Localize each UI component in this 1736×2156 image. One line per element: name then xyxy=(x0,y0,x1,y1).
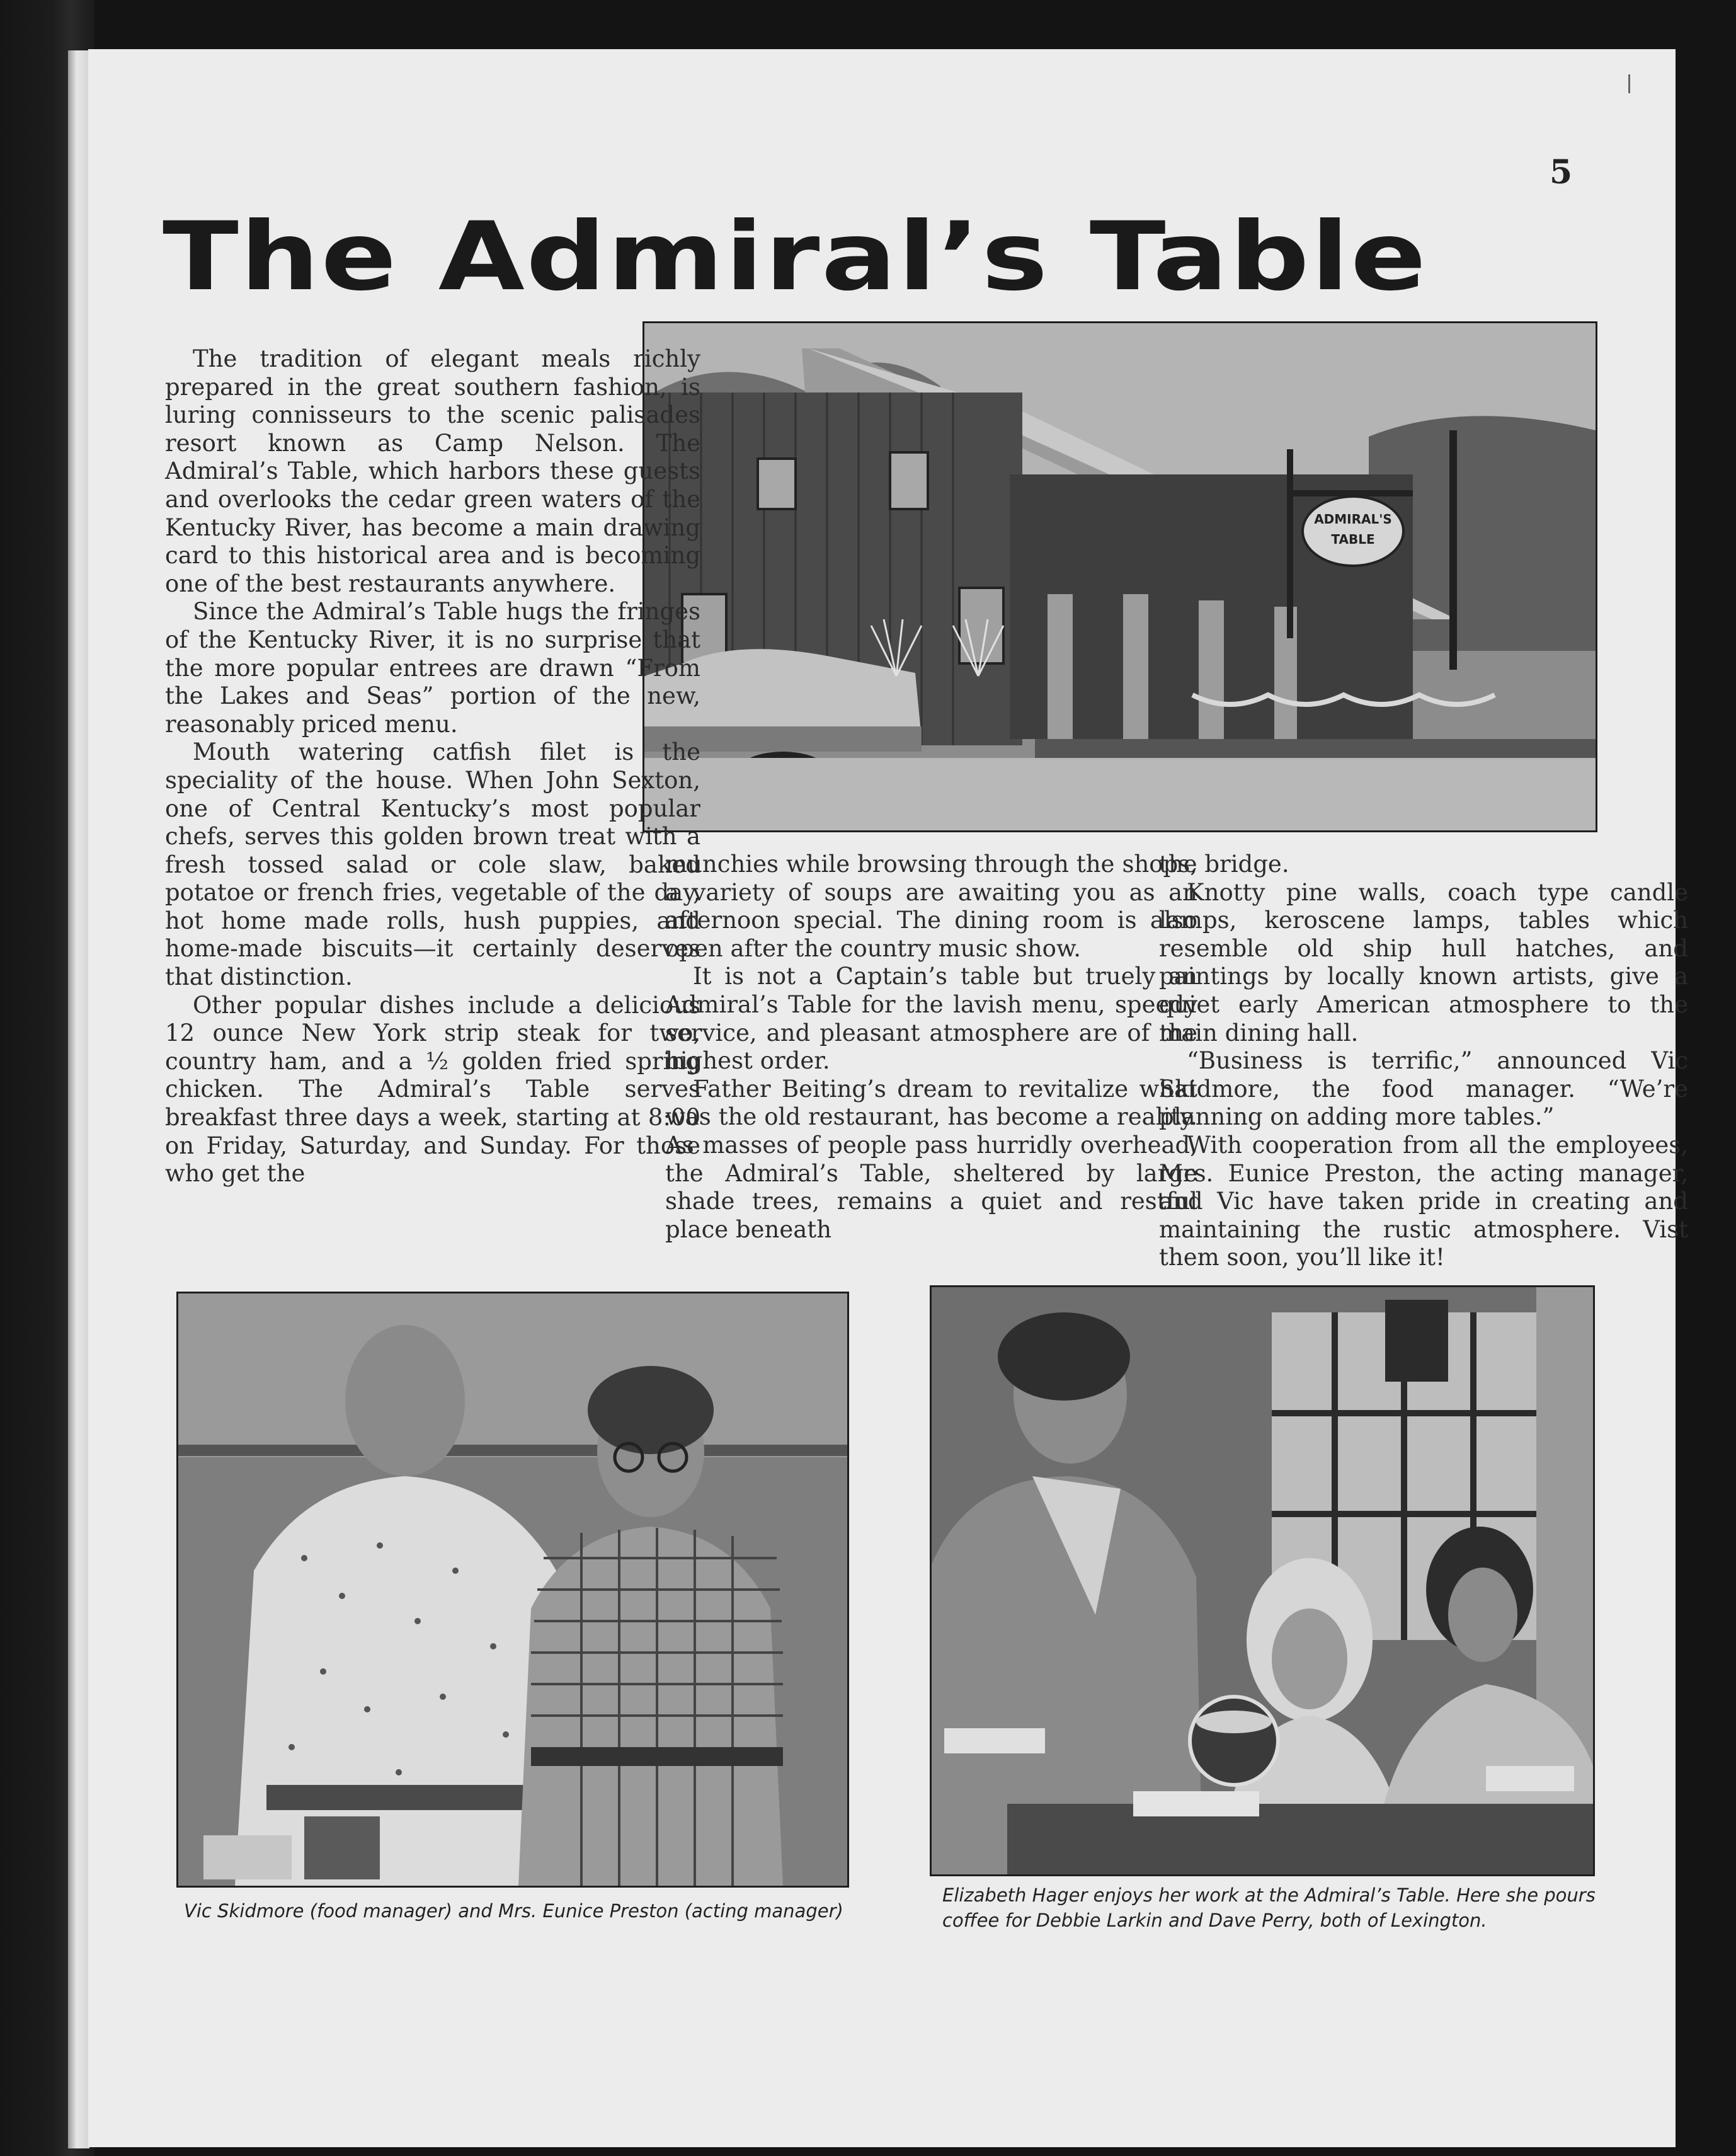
restaurant-exterior-photo xyxy=(642,321,1597,832)
paragraph: Since the Admiral’s Table hugs the fringes of the Kentucky River, it is no surprise that the more popular entrees are drawn “From the Lakes and Seas” portion of the new, reasonably priced menu. xyxy=(165,598,700,738)
article-column-2 xyxy=(665,851,1197,1244)
photo-caption-dining: Elizabeth Hager enjoys her work at the Admiral’s Table. Here she pours coffee for Debbie Larkin and Dave Perry, both of Lexington. xyxy=(942,1884,1596,1931)
binding-spine xyxy=(0,0,94,2156)
paragraph: Father Beiting’s dream to revitalize what was the old restaurant, has become a reality. As masses of people pass hurridly overhead, the Admiral’s Table, sheltered by large shade trees, remains a quiet and restful place beneath xyxy=(665,1075,1197,1243)
paragraph: With cooperation from all the employees, Mrs. Eunice Preston, the acting manager, and Vic have taken pride in creating and maintaining the rustic atmosphere. Vist them soon, you’ll like it! xyxy=(1159,1131,1688,1271)
paragraph: munchies while browsing through the shops, a variety of soups are awaiting you as an afternoon special. The dining room is also open after the country music show. xyxy=(665,851,1197,962)
page-number: 5 xyxy=(1550,153,1573,192)
article-column-1 xyxy=(165,345,700,1188)
page-edge-left xyxy=(68,50,89,2148)
paragraph: Other popular dishes include a delicious 12 ounce New York strip steak for two, country ham, and a ½ golden fried spring chicken. The Admiral’s Table serves breakfast three days a week, starting at 8:00 on Friday, Saturday, and Sunday. For those who get the xyxy=(165,991,700,1188)
paragraph: the bridge. xyxy=(1159,851,1289,878)
dining-room-photo xyxy=(930,1285,1595,1876)
sign-text-top: ADMIRAL'S xyxy=(1314,512,1392,527)
magazine-page xyxy=(88,49,1688,2147)
paragraph: Knotty pine walls, coach type candle lamps, keroscene lamps, tables which resemble old ship hull hatches, and paintings by locally known artists, give a quiet early American atmosphere to the main dining hall. xyxy=(1159,878,1688,1046)
paragraph: Mouth watering catfish filet is the speciality of the house. When John Sexton, one of Central Kentucky’s most popular chefs, serves this golden brown treat with a fresh tossed salad or cole slaw, baked potatoe or french fries, vegetable of the day, hot home made rolls, hush puppies, and home-made biscuits—it certainly deserves that distinction. xyxy=(165,738,700,991)
article-headline: The Admiral’s Table xyxy=(163,202,1428,312)
paragraph: It is not a Captain’s table but truely an Admiral’s Table for the lavish menu, speedy service, and pleasant atmosphere are of the highest order. xyxy=(665,963,1197,1075)
article-column-3 xyxy=(1159,851,1688,1272)
paragraph: The tradition of elegant meals richly prepared in the great southern fashion, is luring connisseurs to the scenic palisades resort known as Camp Nelson. The Admiral’s Table, which harbors these guests and overlooks the cedar green waters of the Kentucky River, has become a main drawing card to this historical area and is becoming one of the best restaurants anywhere. xyxy=(165,345,700,597)
sign-text-bottom: TABLE xyxy=(1331,532,1375,547)
corner-mark xyxy=(1628,74,1630,93)
managers-photo xyxy=(176,1292,849,1888)
photo-caption-managers: Vic Skidmore (food manager) and Mrs. Eunice Preston (acting manager) xyxy=(184,1900,843,1922)
paragraph: “Business is terrific,” announced Vic Skidmore, the food manager. “We’re planning on adding more tables.” xyxy=(1159,1047,1688,1131)
